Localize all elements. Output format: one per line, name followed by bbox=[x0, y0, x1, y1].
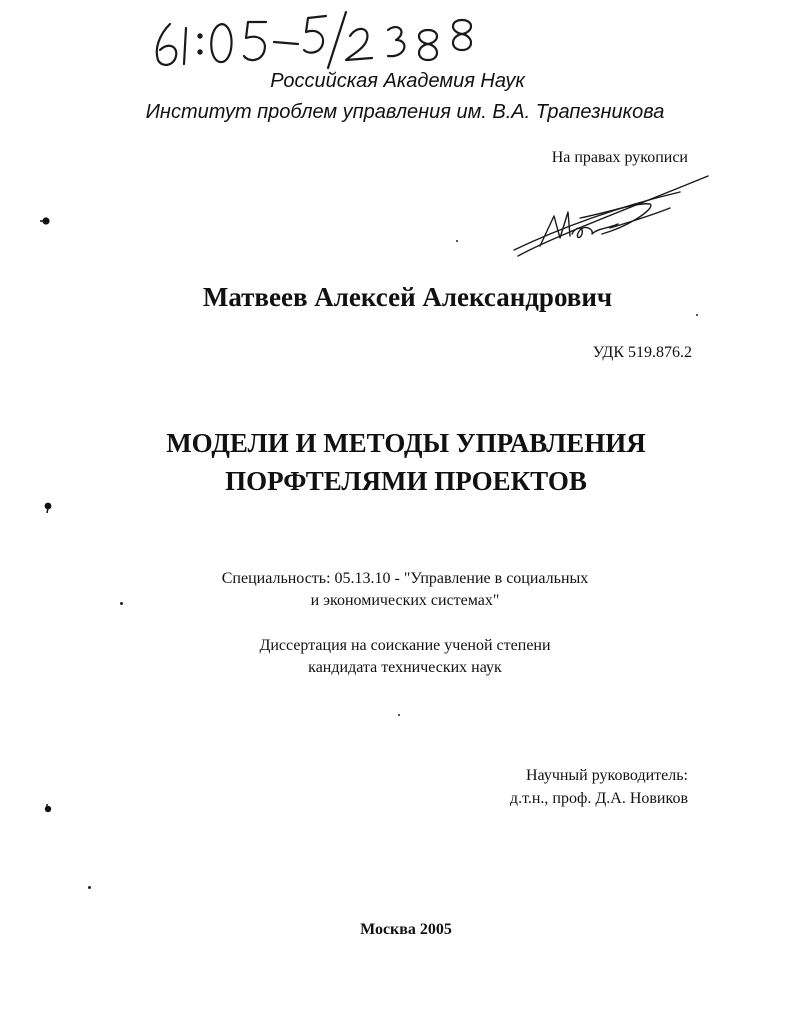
organization-name: Российская Академия Наук bbox=[270, 70, 525, 92]
binding-mark bbox=[40, 500, 54, 514]
supervisor-label: Научный руководитель: bbox=[525, 767, 688, 784]
udc-code: УДК 519.876.2 bbox=[592, 344, 692, 361]
degree-line-1: Диссертация на соискание ученой степени bbox=[259, 637, 551, 654]
scan-speck bbox=[398, 714, 400, 716]
binding-mark bbox=[40, 802, 54, 816]
dissertation-title-line-2: ПОРФТЕЛЯМИ ПРОЕКТОВ bbox=[225, 466, 587, 496]
handwritten-archive-code bbox=[150, 6, 480, 72]
binding-mark bbox=[38, 214, 52, 228]
supervisor-name: д.т.н., проф. Д.А. Новиков bbox=[509, 790, 688, 807]
scan-speck bbox=[696, 314, 698, 316]
degree-line-2: кандидата технических наук bbox=[308, 659, 502, 676]
specialty-line-1: Специальность: 05.13.10 - "Управление в социальных bbox=[221, 570, 589, 587]
city-year: Москва 2005 bbox=[360, 921, 452, 938]
author-name: Матвеев Алексей Александрович bbox=[202, 282, 613, 312]
specialty-line-2: и экономических системах" bbox=[310, 592, 500, 609]
scan-speck bbox=[120, 602, 123, 605]
scan-speck bbox=[88, 886, 91, 889]
manuscript-note: На правах рукописи bbox=[551, 149, 688, 166]
author-signature bbox=[510, 168, 720, 263]
institute-name: Институт проблем управления им. В.А. Трапезникова bbox=[145, 101, 665, 123]
dissertation-title-line-1: МОДЕЛИ И МЕТОДЫ УПРАВЛЕНИЯ bbox=[166, 428, 646, 458]
scan-speck bbox=[456, 240, 458, 242]
